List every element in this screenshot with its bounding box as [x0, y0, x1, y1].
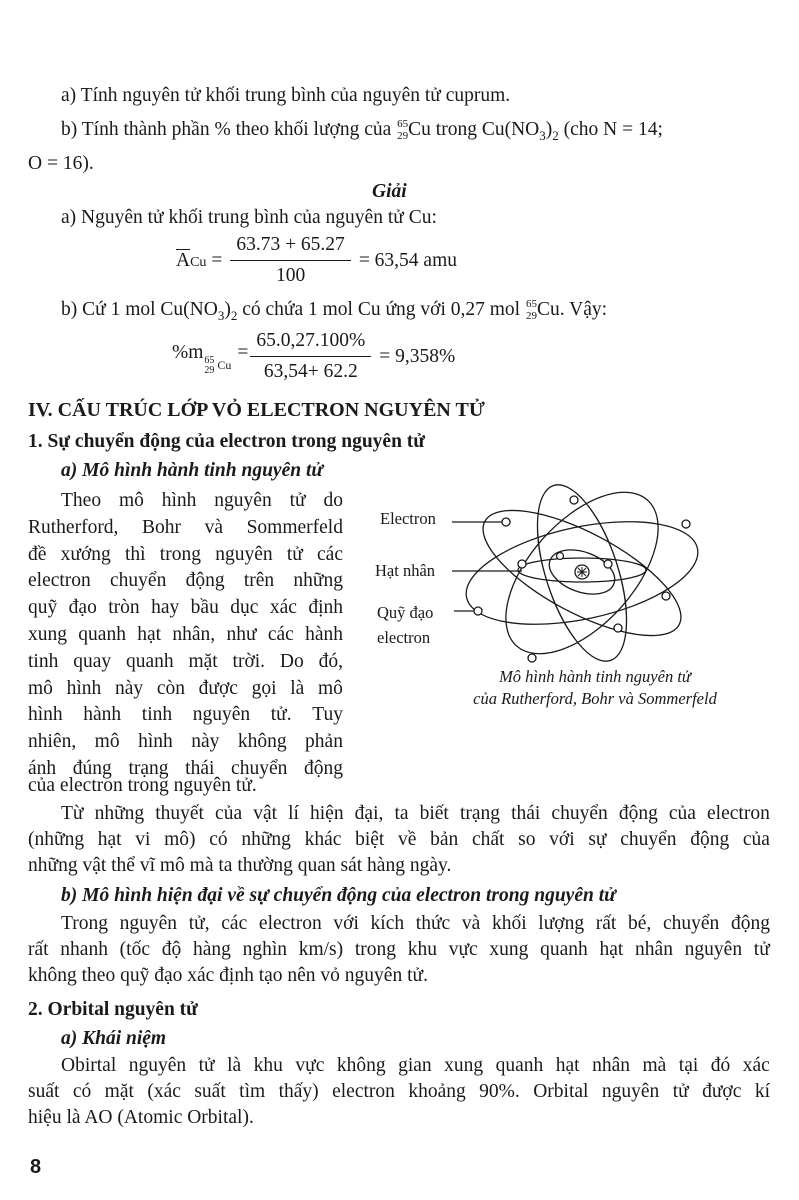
word: khoảng	[408, 1081, 466, 1102]
word: chuyển	[231, 758, 288, 779]
word: hành	[305, 624, 343, 645]
section-heading: IV. CẤU TRÚC LỚP VỎ ELECTRON NGUYÊN TỬ	[28, 399, 485, 421]
word: electron	[707, 803, 770, 824]
word: vực	[448, 939, 478, 960]
word: quanh	[540, 939, 588, 960]
word: tử.	[270, 704, 292, 726]
percent-mass-equation: %m 65 29 Cu = $\frac{65.0,27.100\%}{63,54+ 62.2}$ = 9,358%	[172, 328, 455, 385]
word: phản	[305, 731, 343, 753]
word: Theo	[61, 490, 102, 511]
paragraph-line	[61, 912, 770, 936]
word: chuyển	[662, 913, 720, 934]
word: các	[221, 913, 248, 934]
paragraph-line	[28, 938, 770, 962]
word: chuyển	[620, 829, 677, 850]
word: các	[317, 543, 343, 565]
diagram-label-nucleus: Hạt nhân	[375, 561, 436, 580]
word: ánh	[28, 758, 57, 779]
word: có	[209, 829, 228, 850]
word: quanh	[495, 1055, 544, 1076]
word: 90%.	[479, 1081, 520, 1102]
word: (những	[28, 829, 85, 850]
word: hình	[161, 490, 197, 511]
atom-orbits-drawing	[440, 478, 700, 668]
word: quanh	[125, 650, 174, 672]
electron-icon	[518, 560, 526, 568]
subsection-1-heading: 1. Sự chuyển động của electron trong nguyên tử	[28, 431, 426, 452]
word: trời.	[232, 650, 266, 672]
word: nguyên	[192, 704, 251, 726]
word: độ	[161, 939, 182, 960]
word: nguyên	[684, 939, 743, 960]
fraction-denominator: 63,54+ 62.2	[263, 361, 358, 382]
word: là	[290, 677, 305, 699]
word: nguyên	[215, 543, 273, 565]
word: suất	[28, 1081, 60, 1102]
word: với	[333, 913, 359, 934]
word: lí	[288, 803, 299, 824]
word: tại	[678, 1055, 699, 1076]
word: là	[227, 1055, 242, 1076]
word: nhân,	[172, 624, 216, 645]
word: và	[461, 913, 481, 934]
paragraph-line	[28, 596, 343, 620]
word: electron	[258, 913, 322, 934]
word: rất	[28, 939, 49, 960]
word: so	[518, 829, 536, 850]
fraction-denominator: 100	[275, 265, 306, 286]
word: tử	[286, 543, 303, 565]
word: gọi	[251, 677, 277, 699]
word: (tốc	[119, 939, 150, 960]
electron-icon	[557, 553, 564, 560]
paragraph-line	[28, 623, 343, 647]
word: nguyên	[128, 1055, 187, 1076]
word: và	[204, 516, 223, 538]
word: tử	[753, 939, 770, 960]
word: tử,	[188, 913, 210, 934]
electron-icon	[604, 560, 612, 568]
subsection-1b-heading: b) Mô hình hiện đại về sự chuyển động của electron trong nguyên tử	[61, 885, 616, 906]
word: Rutherford,	[28, 516, 119, 538]
word: Tuy	[312, 704, 343, 726]
word: chuyển	[110, 570, 167, 592]
electron-icon	[502, 518, 510, 526]
word: khác	[304, 829, 342, 850]
word: thái	[185, 758, 215, 779]
word: mà	[642, 1055, 667, 1076]
word: động	[618, 803, 658, 824]
word: mặt	[104, 1081, 134, 1102]
orbit-ellipse	[457, 503, 700, 642]
word: đại,	[354, 803, 384, 824]
word: vực	[295, 1055, 325, 1076]
word: còn	[156, 677, 185, 699]
word: Từ	[61, 803, 84, 824]
word: nhanh	[60, 939, 108, 960]
solution-b-intro: b) Cứ 1 mol $Cu(NO_3)_2$ có chứa 1 mol Cu ứng với 0,27 mol 65 29 Cu. Vậy:	[61, 298, 608, 323]
paragraph-line	[28, 703, 343, 727]
word: thái	[511, 803, 541, 824]
word: Orbital	[533, 1081, 589, 1102]
diagram-caption: Mô hình hành tinh nguyên tử của Rutherford, Bohr và Sommerfeld	[473, 667, 717, 708]
word: dục	[230, 597, 259, 619]
paragraph-line	[28, 1080, 770, 1104]
word: electron	[28, 570, 91, 592]
word: động	[690, 829, 730, 850]
word: với	[549, 829, 575, 850]
word: nhân	[635, 939, 673, 960]
word: của	[742, 829, 770, 850]
word: đó,	[318, 650, 343, 672]
word: bản	[430, 829, 459, 850]
subsection-2a-heading: a) Khái niệm	[61, 1028, 167, 1049]
word: bầu	[190, 597, 219, 619]
electron-icon	[614, 624, 622, 632]
word: suất	[194, 1081, 226, 1102]
word: tinh	[141, 704, 173, 726]
word: đề	[28, 543, 47, 565]
word: này	[191, 731, 220, 753]
word: của	[668, 803, 696, 824]
word: tử	[198, 1055, 215, 1076]
word: được	[198, 677, 238, 699]
word: (xác	[147, 1081, 181, 1102]
word: đó	[710, 1055, 731, 1076]
word: những	[94, 803, 145, 824]
word: động	[185, 570, 225, 592]
paragraph-line: của electron trong nguyên tử.	[28, 775, 257, 796]
word: hiện	[310, 803, 344, 824]
word: nguyên	[601, 1081, 660, 1102]
word: mô	[94, 731, 120, 753]
word: tử	[289, 490, 306, 511]
word: rất	[595, 913, 617, 934]
word: hành	[83, 704, 122, 726]
word: nguyên	[214, 490, 272, 511]
word: hay	[151, 597, 180, 619]
word: trong	[354, 939, 397, 960]
word: electron	[332, 1081, 395, 1102]
word: động	[304, 758, 343, 779]
word: định	[308, 597, 343, 619]
diagram-label-orbit: Quỹ đạo	[377, 603, 434, 622]
paragraph-line	[28, 828, 770, 852]
solution-a-intro: a) Nguyên tử khối trung bình của nguyên tử Cu:	[61, 207, 437, 228]
word: quỹ	[28, 597, 58, 619]
word: hình	[28, 704, 63, 726]
word: tử	[672, 1081, 689, 1102]
word: như	[226, 624, 257, 645]
solution-title: Giải	[372, 181, 407, 202]
word: xác	[742, 1055, 770, 1076]
word: mô	[28, 677, 53, 699]
diagram-label-electron: Electron	[380, 509, 436, 528]
paragraph-line: hiệu là AO (Atomic Orbital).	[28, 1107, 254, 1128]
word: thì	[124, 543, 146, 565]
paragraph-line	[28, 730, 343, 754]
word: mặt	[188, 650, 218, 672]
exercise-part-b-cont: O = 16).	[28, 153, 94, 174]
word: tinh	[28, 650, 59, 672]
word: động	[730, 913, 770, 934]
word: vi	[135, 829, 151, 850]
word: vật	[253, 803, 278, 824]
word: tìm	[239, 1081, 266, 1102]
word: hạt	[599, 939, 624, 960]
word: được	[702, 1081, 742, 1102]
word: xung	[28, 624, 67, 645]
word: trạng	[128, 758, 169, 779]
word: bé,	[628, 913, 652, 934]
word: Trong	[61, 913, 108, 934]
word: xướng	[60, 543, 111, 565]
word: khu	[407, 939, 437, 960]
subsection-1a-heading: a) Mô hình hành tinh nguyên tử	[61, 460, 324, 481]
diagram-label-orbit-2: electron	[377, 628, 431, 647]
subsection-2-heading: 2. Orbital nguyên tử	[28, 999, 198, 1020]
word: của	[215, 803, 243, 824]
fraction-numerator: 63.73 + 65.27	[230, 232, 351, 261]
average-mass-equation: $\overline{A}Cu$ = $\frac{63.73 + 65.27}{100}$ = 63,54 amu	[176, 232, 457, 289]
word: đúng	[72, 758, 112, 779]
electron-icon	[570, 496, 578, 504]
word: kí	[754, 1081, 770, 1102]
word: này	[114, 677, 144, 699]
word: khối	[491, 913, 527, 934]
paragraph-line	[28, 569, 343, 593]
paragraph-line: không theo quỹ đạo xác định tạo nên vỏ nguyên tử.	[28, 965, 428, 986]
word: quay	[73, 650, 112, 672]
word: chuyển	[551, 803, 608, 824]
word: xác	[269, 597, 297, 619]
word: Do	[279, 650, 304, 672]
word: biết	[419, 803, 449, 824]
word: thấy)	[278, 1081, 319, 1102]
word: sự	[588, 829, 607, 850]
word: khu	[253, 1055, 283, 1076]
nucleus-cross	[577, 567, 587, 577]
word: Bohr	[142, 516, 182, 538]
word: hình	[66, 677, 102, 699]
paragraph-line	[61, 1054, 770, 1078]
electron-icon	[662, 592, 670, 600]
paragraph-line	[28, 543, 343, 567]
word: hàng	[192, 939, 231, 960]
word: thuyết	[155, 803, 204, 824]
paragraph-line	[28, 650, 343, 674]
word: những	[293, 570, 343, 592]
paragraph-line: những vật thể vĩ mô mà ta thường quan sát hàng ngày.	[28, 855, 452, 876]
word: do	[323, 490, 343, 511]
word: gian	[398, 1055, 432, 1076]
word: kích	[370, 913, 405, 934]
word: nhân	[592, 1055, 630, 1076]
word: Obirtal	[61, 1055, 117, 1076]
word: mô)	[164, 829, 196, 850]
word: xung	[444, 1055, 484, 1076]
word: không	[237, 731, 287, 753]
paragraph-line	[28, 677, 343, 701]
word: đạo	[68, 597, 97, 619]
word: quanh	[78, 624, 126, 645]
electron-icon	[528, 654, 536, 662]
word: trong	[159, 543, 201, 565]
word: hạt	[555, 1055, 580, 1076]
word: hạt	[137, 624, 162, 645]
word: nguyên	[119, 913, 178, 934]
word: mô	[118, 490, 144, 511]
word: về	[398, 829, 417, 850]
word: chất	[471, 829, 505, 850]
word: nghìn	[242, 939, 287, 960]
electron-icon	[474, 607, 482, 615]
exercise-part-b: b) Tính thành phần % theo khối lượng của 65 29 Cu trong $Cu(NO_3)_2$ (cho N = 14;	[61, 118, 663, 143]
word: lượng	[538, 913, 585, 934]
exercise-part-a: a) Tính nguyên tử khối trung bình của nguyên tử cuprum.	[61, 85, 511, 106]
paragraph-line	[28, 516, 343, 540]
word: trạng	[459, 803, 501, 824]
page-number: 8	[30, 1156, 42, 1178]
word: xung	[489, 939, 529, 960]
fraction-numerator: 65.0,27.100%	[250, 328, 371, 357]
word: km/s)	[298, 939, 344, 960]
word: biệt	[355, 829, 385, 850]
word: thức	[415, 913, 451, 934]
word: nhiên,	[28, 731, 77, 753]
word: có	[72, 1081, 92, 1102]
word: ta	[394, 803, 409, 824]
isotope-notation: 65 29	[397, 118, 409, 142]
word: không	[336, 1055, 386, 1076]
word: mô	[318, 677, 343, 699]
word: những	[241, 829, 291, 850]
word: hình	[138, 731, 173, 753]
paragraph-line	[61, 802, 770, 826]
word: các	[267, 624, 294, 645]
word: tròn	[108, 597, 140, 619]
word: trên	[243, 570, 275, 592]
word: Sommerfeld	[246, 516, 343, 538]
electron-icon	[682, 520, 690, 528]
paragraph-line	[61, 489, 343, 513]
word: hạt	[97, 829, 122, 850]
